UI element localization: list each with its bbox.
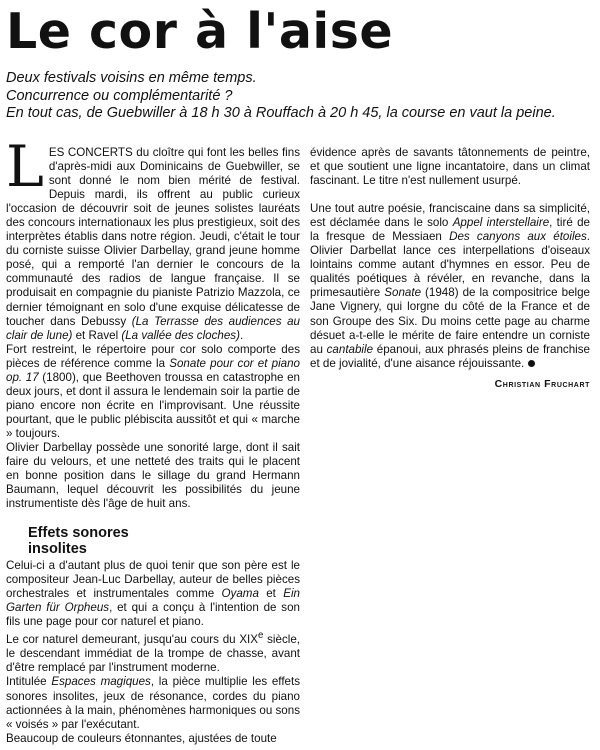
article-column-left: [6, 134, 301, 746]
author-signature: Christian Fruchart: [494, 377, 590, 390]
drop-cap: L: [6, 134, 44, 200]
body-paragraph: Celui-ci a d'autant plus de quoi tenir que son père est le compositeur Jean-Luc Darbellay, auteur de belles pièces orchestrales et instrumentales comme Oyama et Ein Garten für Orpheus, et qui a conçu à l'intention de son fils une page pour cor naturel et piano.: [6, 559, 300, 629]
body-paragraph: évidence après de savants tâtonnements de peintre, et que soutient une ligne incantatoire, dans un climat fascinant. Le titre n'est nullement usurpé.: [310, 146, 590, 188]
subheading: Effets sonores insolites: [28, 525, 129, 558]
headline: Le cor à l'aise: [6, 3, 394, 60]
body-paragraph: Fort restreint, le répertoire pour cor solo comporte des pièces de référence comme la Sonate pour cor et piano op. 17 (1800), que Beethoven troussa en catastrophe en deux jours, et dont il assura le lendemain soir la partie de piano encore non écrite en l'improvisant. Une réussite pourtant, que le public plébiscita aussitôt et qui « marche » toujours.: [6, 342, 301, 440]
body-paragraph: Olivier Darbellay possède une sonorité large, dont il sait faire du velours, et une netteté des traits qui le placent en bonne position dans le sillage du grand Hermann Baumann, lequel découvrit les possibilités du jeune instrumentiste dès l'âge de huit ans.: [6, 440, 300, 511]
lead-line: En tout cas, de Guebwiller à 18 h 30 à Rouffach à 20 h 45, la course en vaut la peine.: [6, 105, 556, 121]
body-paragraph: Beaucoup de couleurs étonnantes, ajustées de toute: [6, 731, 277, 745]
article-column-right: [310, 146, 590, 391]
lead-line: Deux festivals voisins en même temps.: [6, 70, 257, 86]
lead-line: Concurrence ou complémentarité ?: [6, 87, 233, 104]
lead-paragraph: [6, 70, 596, 123]
body-paragraph: LES CONCERTS du cloître qui font les belles fins d'après-midi aux Dominicains de Guebwiller, se sont donné le nom bien mérité de festival. Depuis mardi, ils offrent au public curieux l'occasion de découvrir soit de jeunes solistes lauréats des concours internationaux les plus prestigieux, soit des interprètes établis dans notre région. Jeudi, c'était le tour du corniste suisse Olivier Darbellay, grand jeune homme posé, qui a remporté l'an dernier le concours de la communauté des radios de langue française. Il se produisait en compagnie du pianiste Patrizio Mazzola, ce dernier témoignant en solo d'une exquise délicatesse de toucher dans Debussy (La Terrasse des audiences au clair de lune) et Ravel (La vallée des cloches).: [6, 134, 300, 342]
body-paragraph: Le cor naturel demeurant, jusqu'au cours du XIXe siècle, le descendant immédiat de la trompe de chasse, avant d'être remplacé par l'instrument moderne.: [6, 630, 300, 675]
body-paragraph: Une tout autre poésie, franciscaine dans sa simplicité, est déclamée dans le solo Appel interstellaire, tiré de la fresque de Messiaen Des canyons aux étoiles. Olivier Darbellat lance ces interpellations d'oiseaux lointains comme autant d'hymnes en essor. Peu de qualités poétiques à révéler, en revanche, dans la primesautière Sonate (1948) de la compositrice belge Jane Vignery, qui lorgne du côté de la France et de son Groupe des Six. Du moins cette page au charme désuet a-t-elle le mérite de faire entendre un corniste au cantabile épanoui, aux phrasés pleins de franchise et de jovialité, d'une aisance réjouissante.: [310, 202, 591, 370]
body-paragraph: Intitulée Espaces magiques, la pièce multiplie les effets sonores insolites, jeux de résonance, cordes du piano actionnées à la main, phénomènes harmoniques ou sons « voisés » par l'exécutant.: [6, 675, 301, 731]
end-of-article-bullet-icon: [528, 360, 535, 367]
